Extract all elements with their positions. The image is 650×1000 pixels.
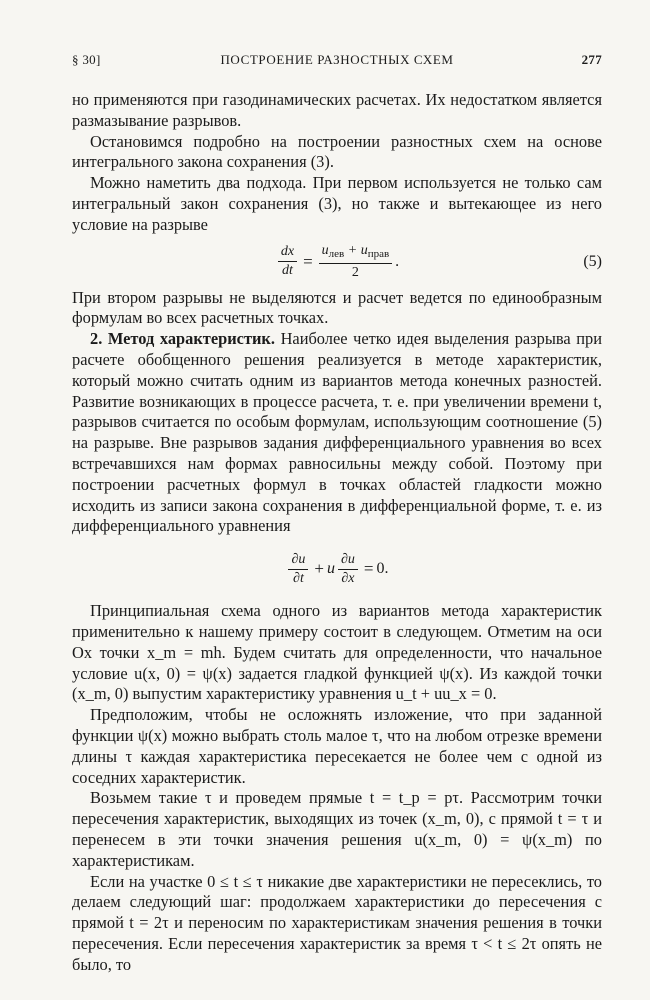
running-header: [72, 52, 602, 68]
paragraph-1: но применяются при газодинамических расчетах. Их недостатком является размазывание разрывов.: [72, 90, 602, 130]
subsection-heading: 2. Метод характеристик.: [90, 329, 275, 349]
paragraph-6: Принципиальная схема одного из вариантов метода характеристик применительно к нашему примеру состоит в следующем. Отметим на оси Ox точки x_m = mh. Будем считать для определенности, что начальное условие u(x, 0) = ψ(x) задается гладкой функцией ψ(x). Из каждой точки (x_m, 0) выпустим характеристику уравнения u_t + uu_x = 0.: [72, 601, 602, 704]
section-number: § 30]: [72, 52, 101, 67]
paragraph-5-text: Наиболее четко идея выделения разрыва при расчете обобщенного решения реализуется в методе характеристик, который можно считать одним из вариантов метода конечных разностей. Развитие возникающих в процессе расчета, т. е. при увеличении времени t, разрывов считается по особым формулам, использующим соотношение (5) на разрыве. Вне разрывов задания дифференциального уравнения во всех встречавшихся нам формах равносильны между собой. Поэтому при построении расчетных формул в точках областей гладкости можно исходить из записи закона сохранения в дифференциальной форме, т. е. из дифференциального уравнения: [72, 329, 602, 536]
paragraph-2: Остановимся подробно на построении разностных схем на основе интегрального закона сохранения (3).: [72, 131, 602, 172]
fraction-dx-dt: $\frac{dx}{dt}$: [278, 244, 297, 279]
equation-label: (5): [583, 252, 602, 270]
fraction-average-velocity: $\frac{u_{лев} + u_{прав}}{2}$: [319, 243, 393, 281]
page-number: 277: [581, 52, 602, 67]
paragraph-5: [72, 329, 602, 537]
paragraph-8: Возьмем такие τ и проведем прямые t = t_p = pτ. Рассмотрим точки пересечения характеристик, выходящих из точек (x_m, 0), с прямой t = τ и перенесем в эти точки значения решения u(x_m, 0) = ψ(x_m) по характеристикам.: [72, 788, 602, 870]
fraction-du-dt: $\frac{\partial u}{\partial t}$: [288, 552, 308, 587]
fraction-du-dx: $\frac{\partial u}{\partial x}$: [338, 552, 358, 587]
equation-differential: $\frac{\partial u}{\partial t}$ + u $\frac{\partial u}{\partial x}$ = 0 .: [72, 537, 602, 601]
running-title: ПОСТРОЕНИЕ РАЗНОСТНЫХ СХЕМ: [220, 52, 454, 67]
book-page: [72, 52, 602, 975]
paragraph-7: Предположим, чтобы не осложнять изложение, что при заданной функции ψ(x) можно выбрать столь малое τ, что на любом отрезке времени длины τ каждая характеристика пересекается не более чем с одной из соседних характеристик.: [72, 705, 602, 787]
equation-5: $\frac{dx}{dt}$ = $\frac{u_{лев} + u_{прав}}{2}$ . (5): [72, 236, 602, 288]
paragraph-3: Можно наметить два подхода. При первом используется не только сам интегральный закон сохранения (3), но также и вытекающее из него условие на разрыве: [72, 173, 602, 234]
paragraph-9: Если на участке 0 ≤ t ≤ τ никакие две характеристики не пересеклись, то делаем следующий шаг: продолжаем характеристики до пересечения с прямой t = 2τ и переносим по характеристикам значения решения в точки пересечения. Если пересечения характеристик за время τ < t ≤ 2τ опять не было, то: [72, 871, 602, 974]
paragraph-4: При втором разрывы не выделяются и расчет ведется по единообразным формулам во всех расчетных точках.: [72, 287, 602, 328]
